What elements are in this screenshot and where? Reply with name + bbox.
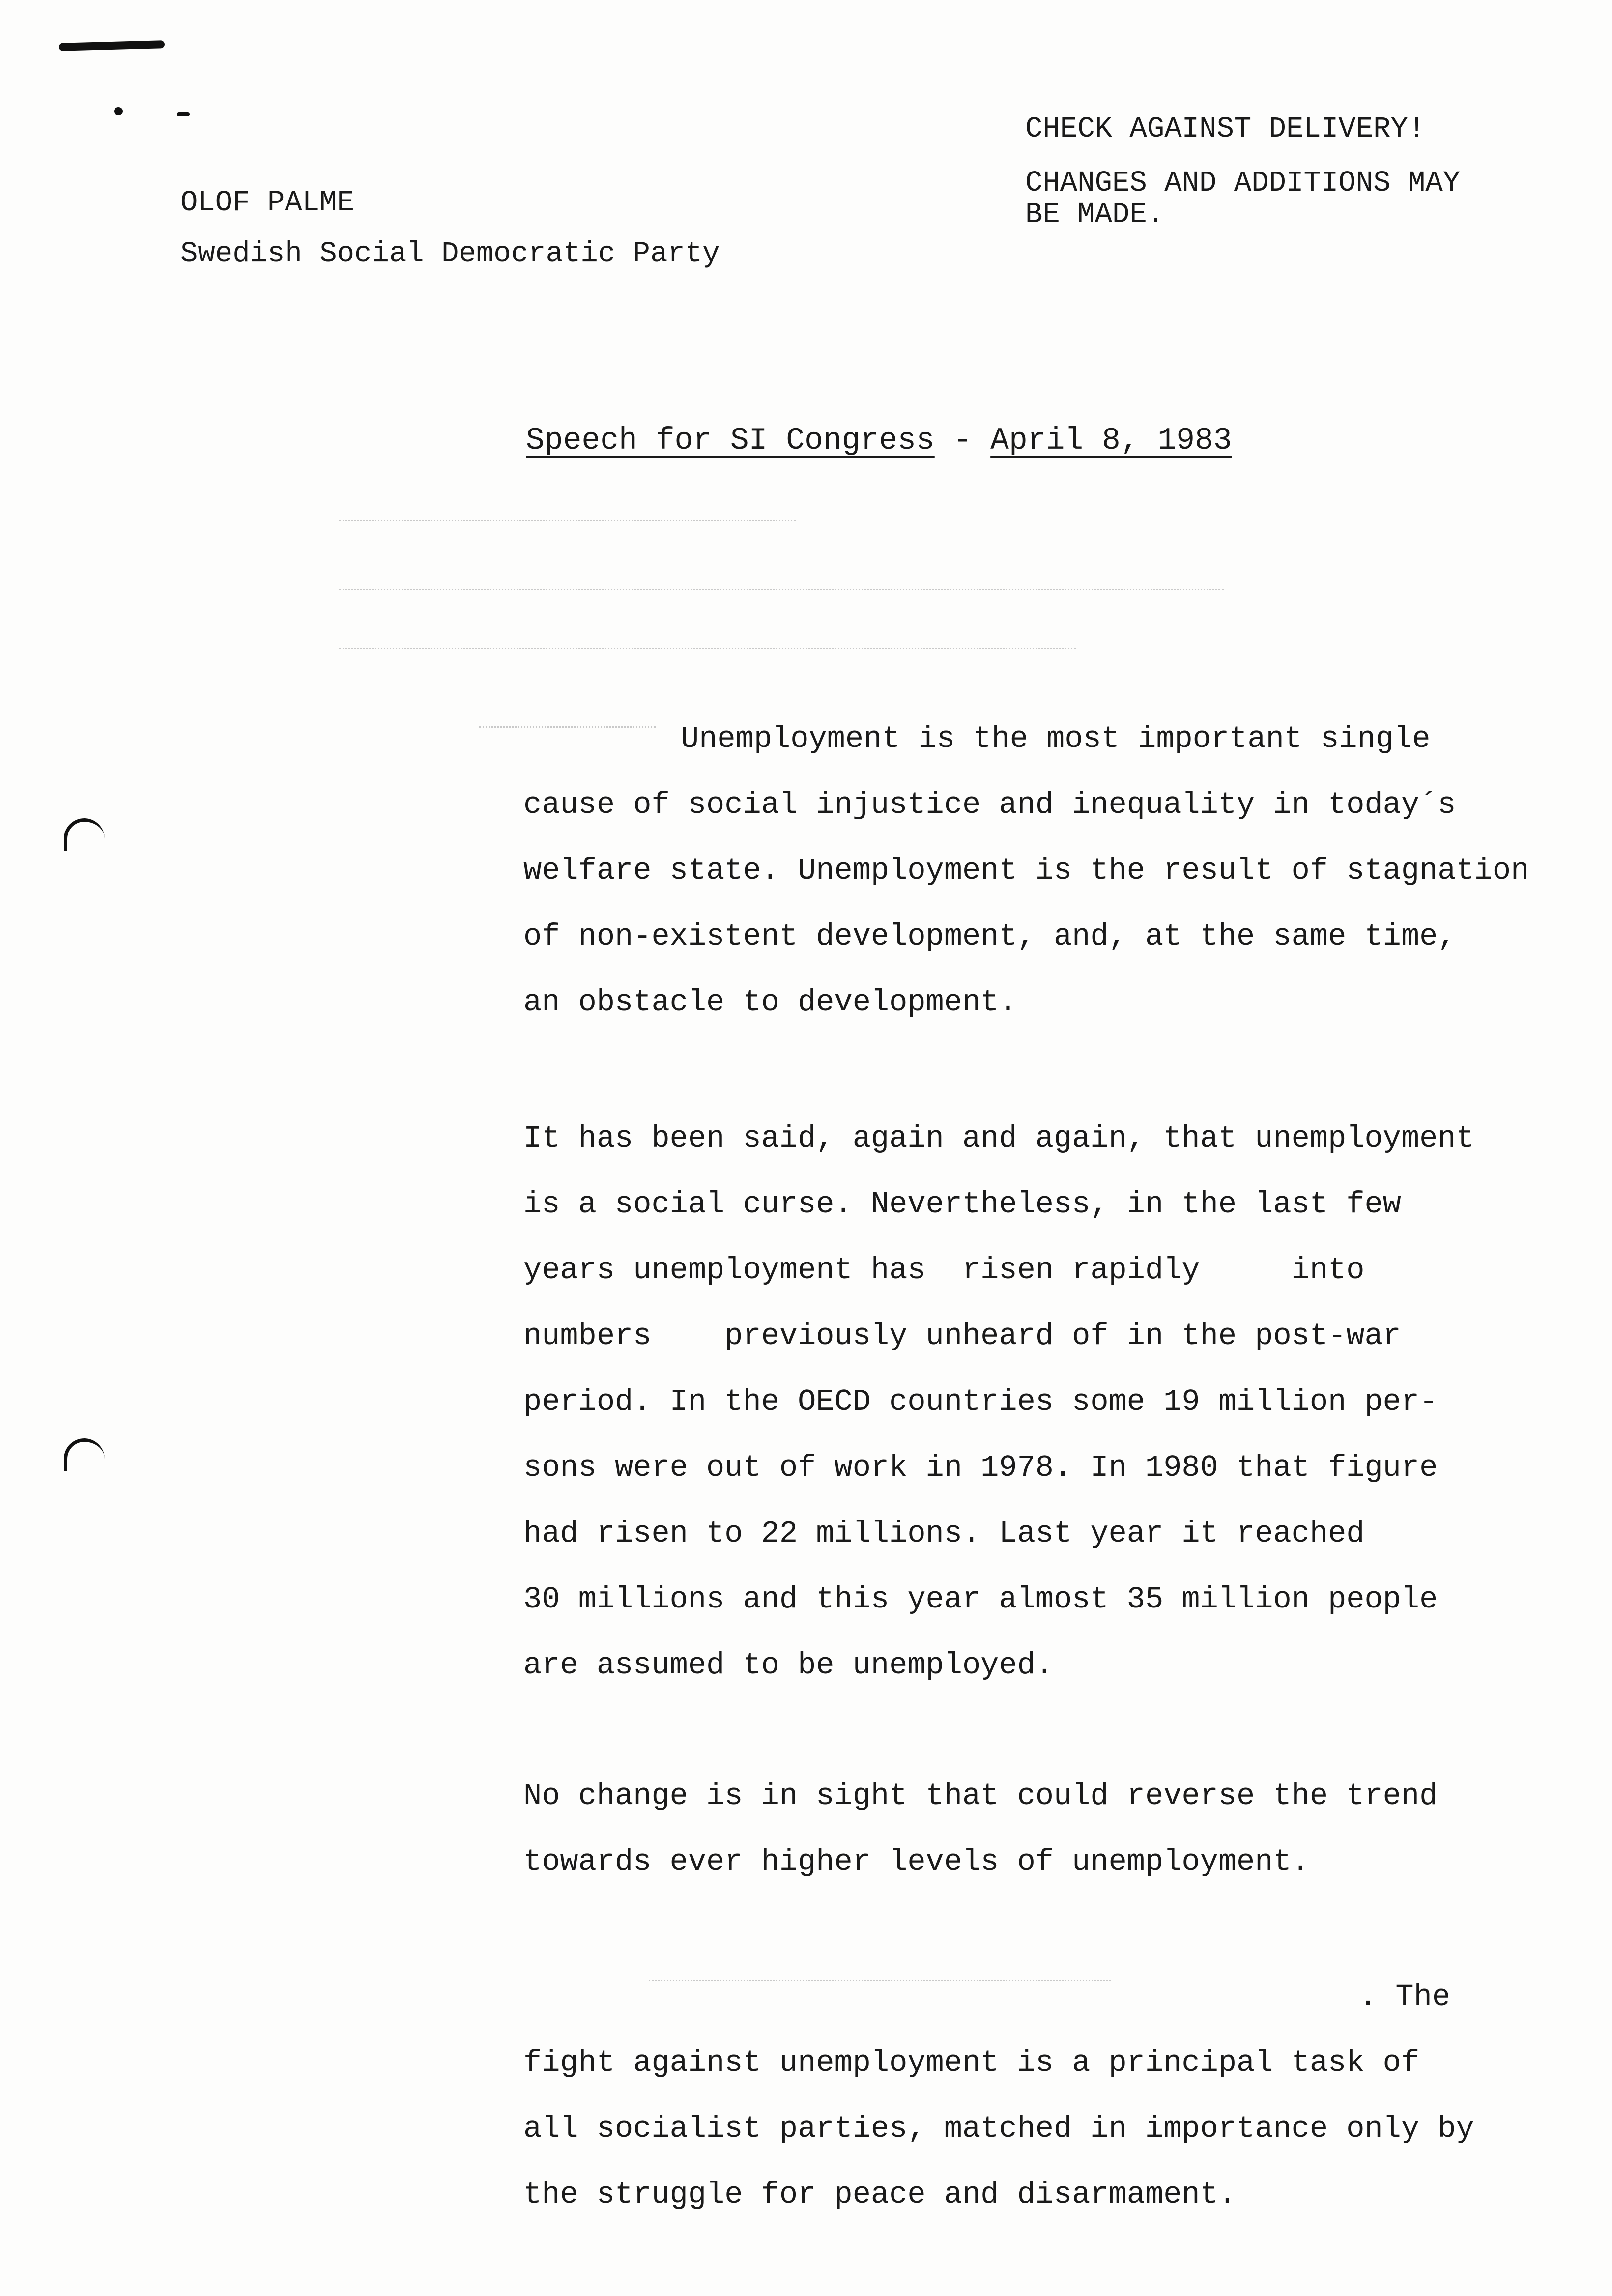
- paragraph-line: years unemployment has risen rapidly into: [523, 1253, 1365, 1288]
- paragraph-line: . The: [1359, 1980, 1451, 2014]
- paragraph-line: period. In the OECD countries some 19 million per-: [523, 1384, 1438, 1419]
- paragraph-line: 30 millions and this year almost 35 million people: [523, 1582, 1438, 1617]
- paragraph-line: welfare state. Unemployment is the result of stagnation: [523, 853, 1529, 888]
- punch-hole-mark: [64, 818, 105, 851]
- paragraph-line: It has been said, again and again, that unemployment: [523, 1121, 1474, 1156]
- paragraph-line: are assumed to be unemployed.: [523, 1648, 1054, 1683]
- scan-dot: [114, 107, 123, 115]
- paragraph-line: an obstacle to development.: [523, 985, 1017, 1020]
- paragraph-line: sons were out of work in 1978. In 1980 that figure: [523, 1450, 1438, 1485]
- paragraph-line: numbers previously unheard of in the post-war: [523, 1319, 1401, 1353]
- paragraph-line: towards ever higher levels of unemployment.: [523, 1844, 1310, 1879]
- speech-title-date: April 8, 1983: [990, 423, 1232, 458]
- speech-title: [526, 425, 1232, 456]
- party-name: Swedish Social Democratic Party: [180, 237, 720, 270]
- punch-hole-mark: [64, 1438, 105, 1471]
- paragraph: [523, 706, 1529, 1035]
- scan-smudge: [59, 40, 165, 51]
- paragraph-line: No change is in sight that could reverse the trend: [523, 1779, 1438, 1813]
- scan-dot: [177, 112, 190, 116]
- paragraph-line: Unemployment is the most important single: [681, 721, 1431, 756]
- paragraph: [523, 1106, 1474, 1698]
- paragraph-line: is a social curse. Nevertheless, in the last few: [523, 1187, 1401, 1222]
- paragraph: [523, 1763, 1438, 1895]
- paragraph: [523, 1964, 1474, 2228]
- author-name: OLOF PALME: [180, 186, 355, 219]
- paragraph-line: had risen to 22 millions. Last year it reached: [523, 1516, 1365, 1551]
- paragraph-line: of non-existent development, and, at the same time,: [523, 919, 1456, 954]
- paragraph-line: the struggle for peace and disarmament.: [523, 2177, 1237, 2212]
- faint-scan-line: [339, 520, 796, 521]
- check-against-delivery-notice: CHECK AGAINST DELIVERY!: [1025, 113, 1426, 145]
- paragraph-line: all socialist parties, matched in importance only by: [523, 2111, 1474, 2146]
- faint-scan-line: [339, 648, 1076, 649]
- paragraph-line: fight against unemployment is a principal task of: [523, 2045, 1420, 2080]
- speech-title-separator: -: [934, 423, 991, 458]
- speech-title-event: Speech for SI Congress: [526, 423, 935, 458]
- changes-notice: CHANGES AND ADDITIONS MAY BE MADE.: [1025, 167, 1461, 231]
- paragraph-line: cause of social injustice and inequality in today´s: [523, 787, 1456, 822]
- faint-scan-line: [339, 589, 1224, 590]
